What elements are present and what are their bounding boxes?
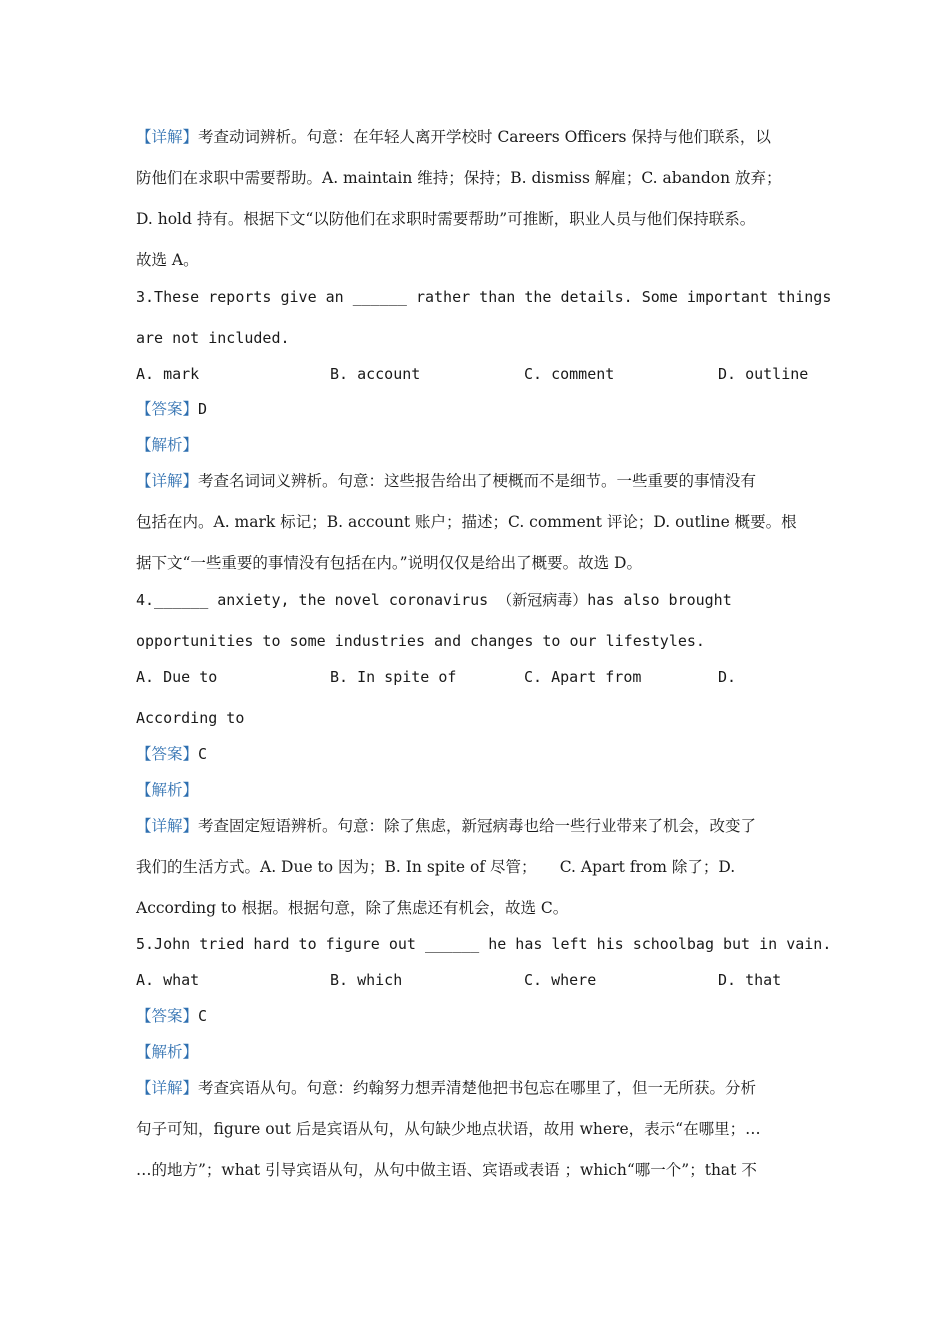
q4-stem-line-2: opportunities to some industries and changes to our lifestyles.	[136, 632, 705, 650]
q5-detail-line-3: …的地方”；what 引导宾语从句，从句中做主语、宾语或表语 ；which“哪一个”；that 不	[136, 1161, 757, 1179]
q5-answer: 【答案】C	[136, 1007, 208, 1025]
q2-detail-line-2: 防他们在求职中需要帮助。A. maintain 维持；保持；B. dismiss 解雇；C. abandon 放弃；	[136, 169, 782, 187]
q5-option-a: A. what	[136, 971, 200, 989]
q5-detail-line-2: 句子可知，figure out 后是宾语从句，从句缺少地点状语，故用 where，表示“在哪里；…	[136, 1120, 761, 1138]
q4-option-b: B. In spite of	[330, 668, 457, 686]
q3-option-d: D. outline	[718, 365, 809, 383]
q3-detail-line-1: 【详解】考查名词词义辨析。句意：这些报告给出了梗概而不是细节。一些重要的事情没有	[136, 472, 757, 490]
q4-option-a: A. Due to	[136, 668, 218, 686]
q4-option-d-text: According to	[136, 709, 245, 727]
q5-option-d: D. that	[718, 971, 782, 989]
q3-detail-line-2: 包括在内。A. mark 标记；B. account 账户；描述；C. comment 评论；D. outline 概要。根	[136, 513, 797, 531]
q2-detail-line-1: 【详解】考查动词辨析。句意：在年轻人离开学校时 Careers Officers 保持与他们联系，以	[136, 128, 771, 146]
q3-option-c: C. comment	[524, 365, 615, 383]
detail-tag: 【详解】	[136, 128, 199, 146]
q2-detail-line-3: D. hold 持有。根据下文“以防他们在求职时需要帮助”可推断，职业人员与他们保持联系。	[136, 210, 756, 228]
q3-detail-line-3: 据下文“一些重要的事情没有包括在内。”说明仅仅是给出了概要。故选 D。	[136, 554, 642, 572]
detail-tag: 【详解】	[136, 1079, 199, 1097]
q5-option-c: C. where	[524, 971, 597, 989]
detail-tag: 【详解】	[136, 472, 199, 490]
detail-tag: 【详解】	[136, 817, 199, 835]
q4-answer: 【答案】C	[136, 745, 208, 763]
q3-stem-line-1: 3.These reports give an ______ rather than the details. Some important things	[136, 288, 832, 306]
q5-stem-line-1: 5.John tried hard to figure out ______ he has left his schoolbag but in vain.	[136, 935, 832, 953]
q3-answer: 【答案】D	[136, 400, 208, 418]
answer-tag: 【答案】	[136, 745, 199, 763]
q4-detail-line-2: 我们的生活方式。A. Due to 因为；B. In spite of 尽管； C. Apart from 除了；D.	[136, 858, 736, 876]
q3-analysis-heading: 【解析】	[136, 436, 199, 454]
q4-detail-line-1: 【详解】考查固定短语辨析。句意：除了焦虑，新冠病毒也给一些行业带来了机会，改变了	[136, 817, 757, 835]
q4-option-c: C. Apart from	[524, 668, 642, 686]
q5-analysis-heading: 【解析】	[136, 1043, 199, 1061]
q4-analysis-heading: 【解析】	[136, 781, 199, 799]
q4-stem-line-1: 4.______ anxiety, the novel coronavirus （新冠病毒）has also brought	[136, 591, 732, 609]
answer-tag: 【答案】	[136, 1007, 199, 1025]
answer-tag: 【答案】	[136, 400, 199, 418]
q5-detail-line-1: 【详解】考查宾语从句。句意：约翰努力想弄清楚他把书包忘在哪里了，但一无所获。分析	[136, 1079, 757, 1097]
q3-option-b: B. account	[330, 365, 421, 383]
q3-option-a: A. mark	[136, 365, 200, 383]
q2-detail-line-4: 故选 A。	[136, 251, 199, 269]
q3-stem-line-2: are not included.	[136, 329, 290, 347]
q4-option-d: D.	[718, 668, 737, 686]
q4-detail-line-3: According to 根据。根据句意，除了焦虑还有机会，故选 C。	[136, 899, 569, 917]
q5-option-b: B. which	[330, 971, 403, 989]
